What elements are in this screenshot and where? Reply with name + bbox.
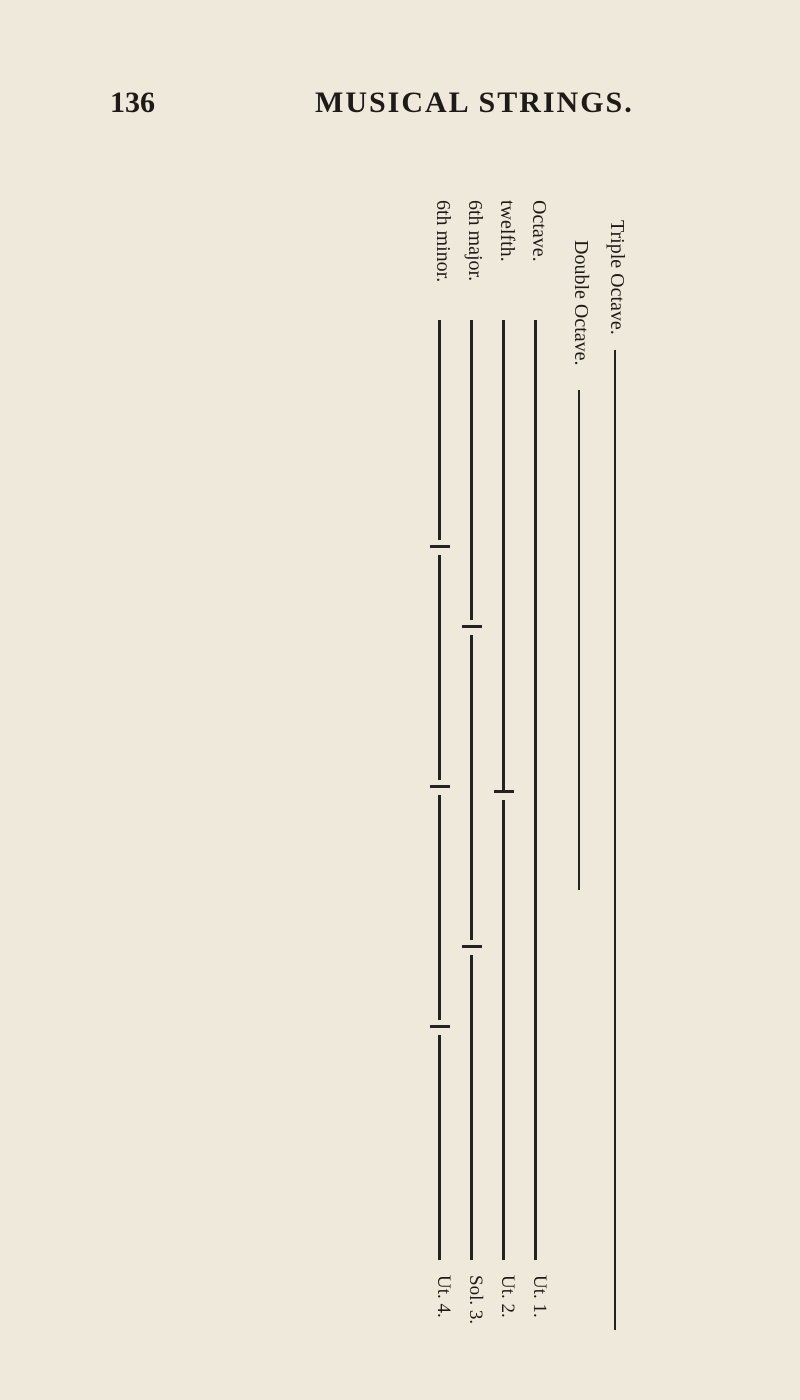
- string-line: [470, 635, 473, 940]
- string-label: Ut. 4.: [433, 1275, 454, 1318]
- string-mark: [462, 945, 482, 948]
- string-mark: [430, 1025, 450, 1028]
- string-line: [470, 320, 473, 620]
- string-line: [534, 320, 537, 1260]
- interval-name: 6th minor.: [432, 200, 454, 283]
- triple-octave-label: Triple Octave.: [606, 220, 628, 335]
- string-line: [502, 320, 505, 790]
- running-title: MUSICAL STRINGS.: [315, 86, 634, 119]
- string-mark: [462, 625, 482, 628]
- string-mark: [430, 545, 450, 548]
- double-octave-brace: [578, 390, 580, 890]
- string-line: [438, 795, 441, 1020]
- interval-row: [522, 200, 550, 1350]
- triple-octave-brace: [614, 350, 616, 1330]
- interval-row: [490, 200, 518, 1350]
- string-label: Sol. 3.: [465, 1275, 486, 1325]
- page-number: 136: [110, 86, 155, 119]
- running-head: [110, 86, 710, 126]
- string-mark: [430, 785, 450, 788]
- double-octave-label: Double Octave.: [570, 240, 592, 366]
- rotated-plate: [160, 200, 630, 1350]
- string-line: [470, 955, 473, 1260]
- interval-row: [426, 200, 454, 1350]
- string-mark: [494, 790, 514, 793]
- string-line: [438, 555, 441, 780]
- string-line: [502, 800, 505, 1260]
- interval-name: Octave.: [528, 200, 550, 262]
- string-label: Ut. 1.: [529, 1275, 550, 1318]
- string-label: Ut. 2.: [497, 1275, 518, 1318]
- string-line: [438, 1035, 441, 1260]
- string-line: [438, 320, 441, 540]
- interval-name: twelfth.: [496, 200, 518, 262]
- interval-row: [458, 200, 486, 1350]
- interval-name: 6th major.: [464, 200, 486, 282]
